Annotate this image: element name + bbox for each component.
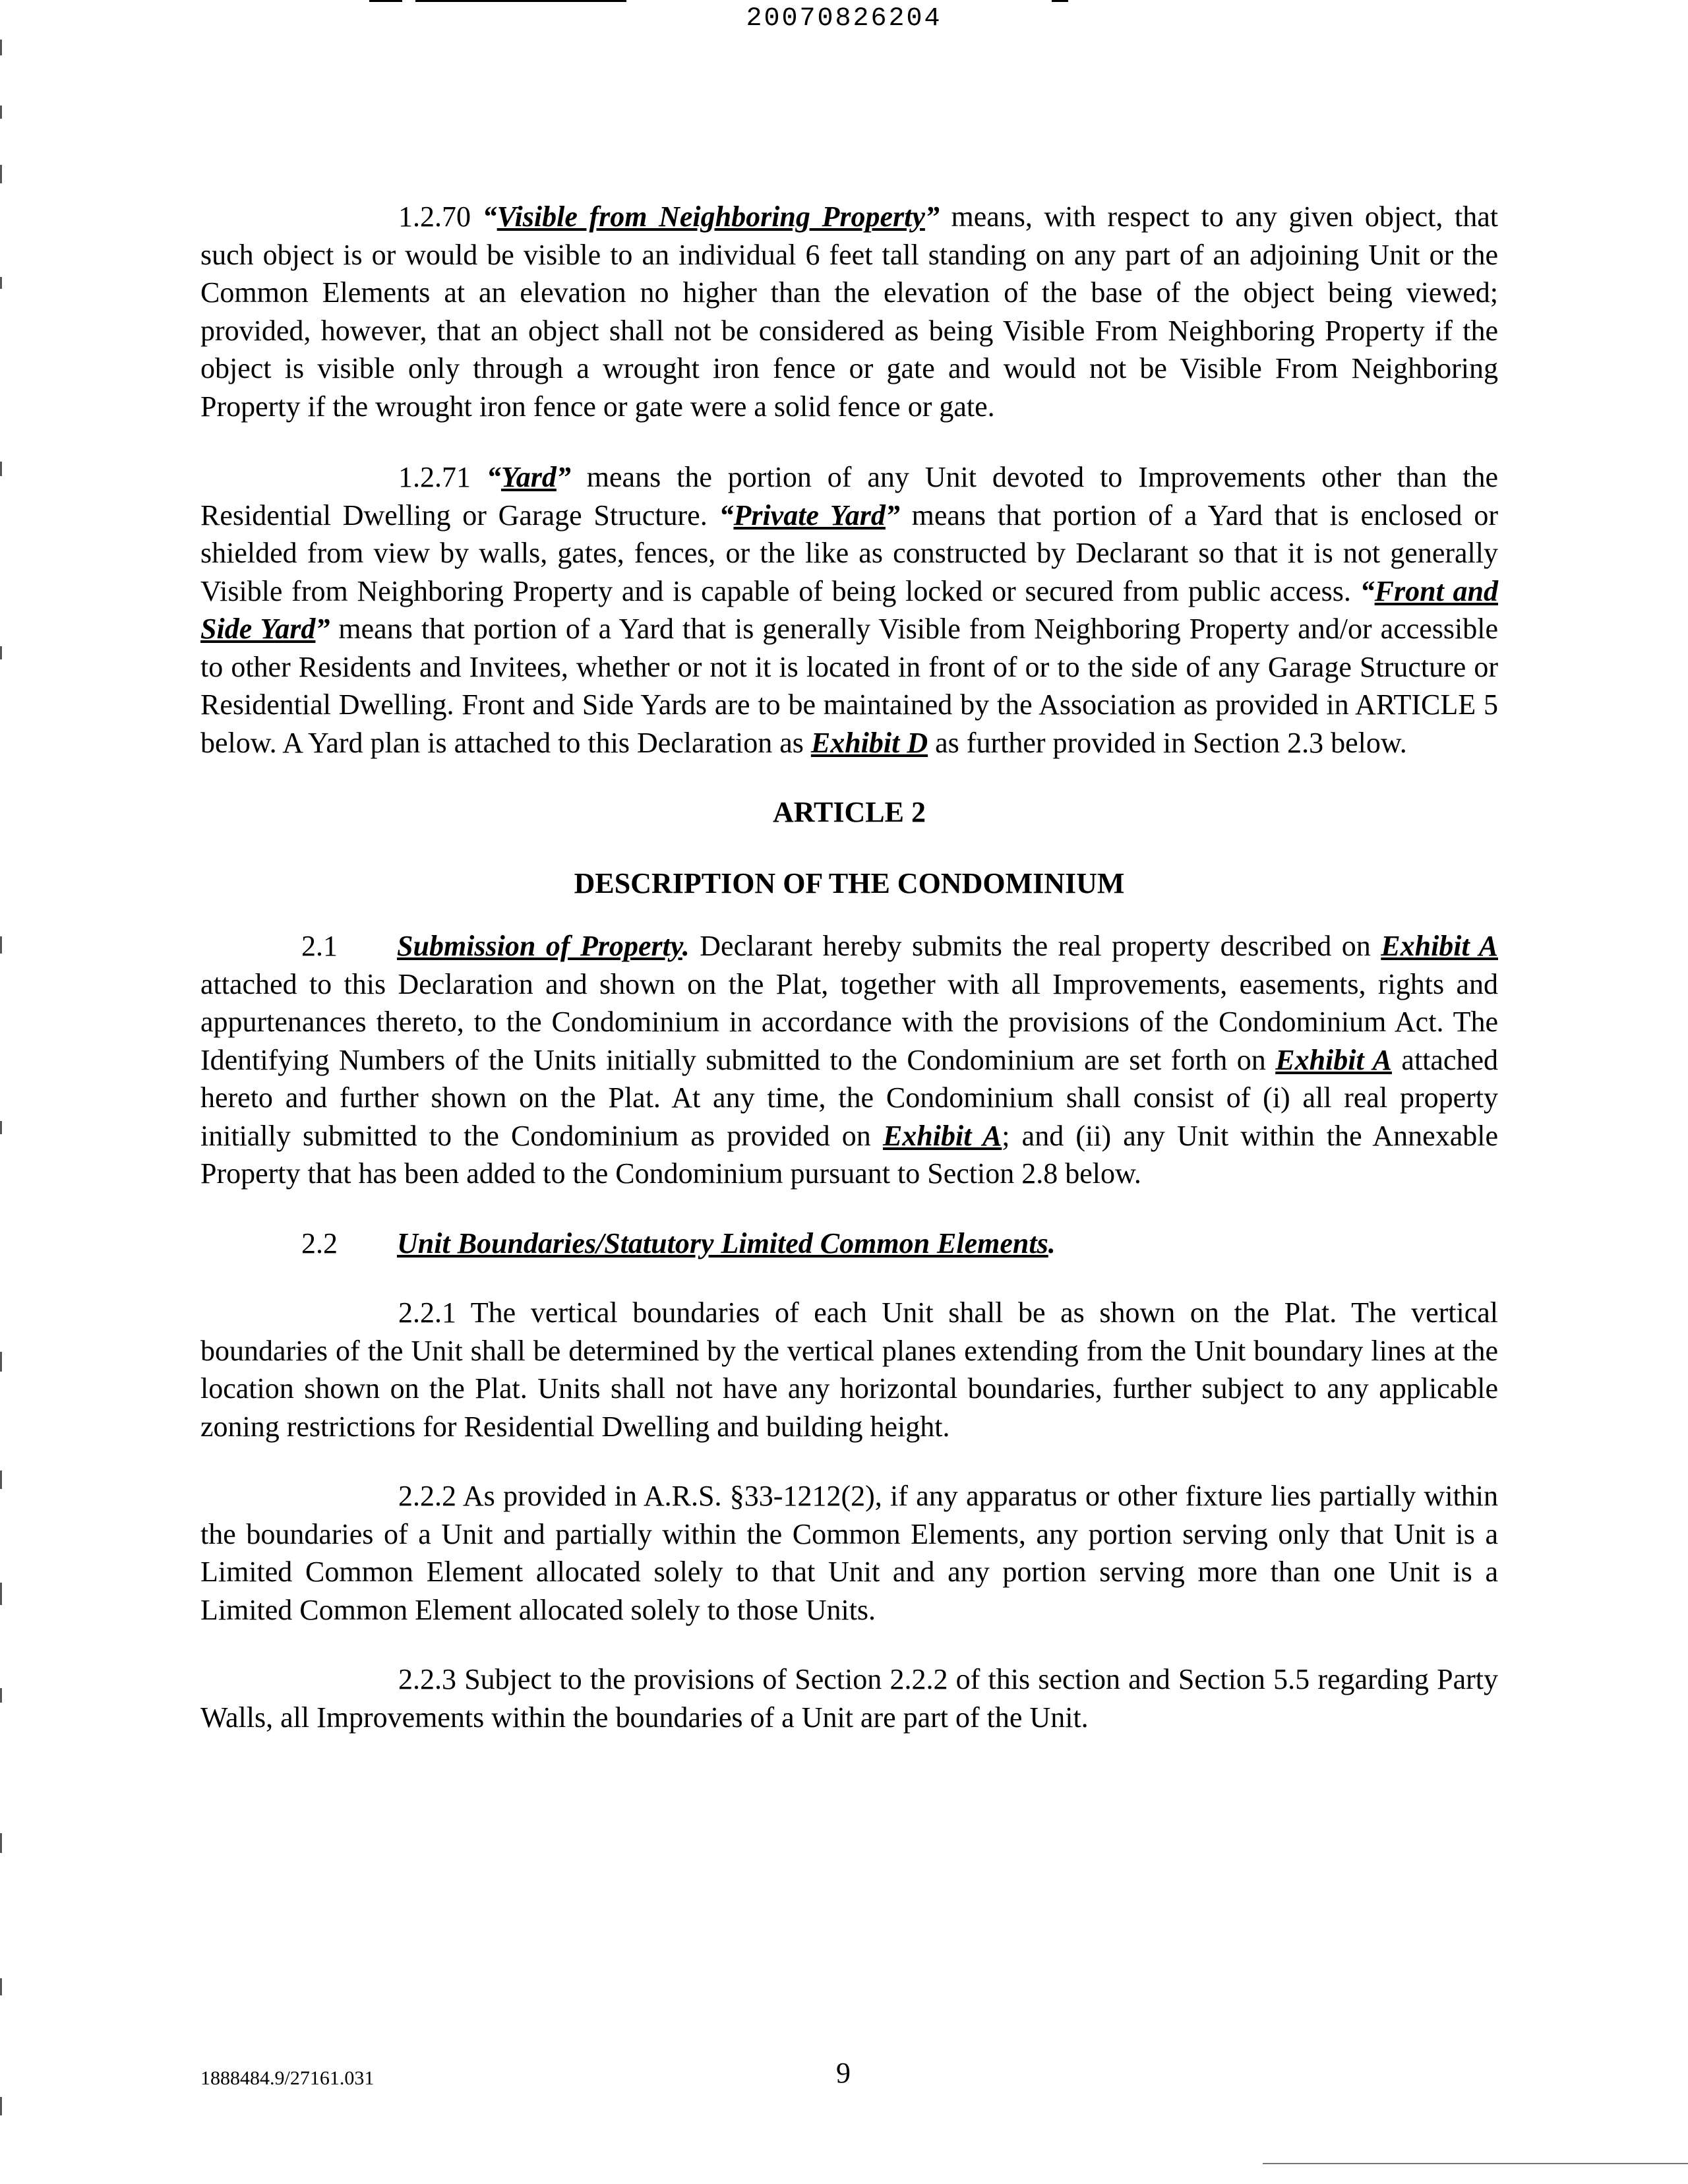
- section-2-1: [200, 927, 1498, 1193]
- section-text: attached to this Declaration and shown on the Plat, together with all Improvements, easements, rights and appurtenances thereto, to the Condominium in accordance with the provisions of the Condominium Act. The Identifying Numbers of the Units initially submitted to the Condominium are set forth on: [200, 967, 1498, 1076]
- paragraph-2-2-3: 2.2.3 Subject to the provisions of Section 2.2.2 of this section and Section 5.5 regarding Party Walls, all Improvements within the boundaries of a Unit are part of the Unit.: [200, 1663, 1498, 1734]
- scan-tick: [0, 462, 2, 476]
- scan-tick: [0, 1352, 2, 1372]
- scan-tick: [0, 936, 2, 954]
- scan-mark-bottom: [1263, 2163, 1688, 2164]
- heading-period: .: [1048, 1227, 1056, 1259]
- scan-tick: [0, 106, 2, 119]
- footer-document-id: 1888484.9/27161.031: [200, 2067, 375, 2089]
- scan-tick: [0, 1583, 2, 1605]
- paragraph-1-2-70: [200, 198, 1498, 425]
- scan-mark-top-1: [369, 0, 402, 2]
- heading-period: .: [682, 930, 690, 962]
- article-number: ARTICLE 2: [773, 796, 926, 828]
- paragraph-2-2-2: 2.2.2 As provided in A.R.S. §33-1212(2), if any apparatus or other fixture lies partially within the boundaries of a Unit and partially within the Common Elements, any portion serving only that Unit is a Limited Common Element allocated solely to that Unit and any portion serving more than one Unit is a Limited Common Element allocated solely to those Units.: [200, 1480, 1498, 1626]
- paragraph-text: means that portion of a Yard that is generally Visible from Neighboring Property and/or accessible to other Residents and Invitees, whether or not it is located in front of or to the side of any Garage Structure or Residential Dwelling. Front and Side Yards are to be maintained by the Association as provided in ARTICLE 5 below. A Yard plan is attached to this Declaration as: [200, 613, 1499, 759]
- section-number: 2.2: [301, 1227, 338, 1259]
- section-2-2-heading: [200, 1225, 1498, 1263]
- section-heading: Submission of Property: [397, 930, 682, 962]
- open-quote: “: [482, 200, 497, 233]
- scan-tick: [0, 40, 2, 55]
- scan-mark-top-3: [1052, 0, 1068, 2]
- scan-tick: [0, 277, 2, 289]
- paragraph-text: as further provided in Section 2.3 below.: [928, 726, 1407, 759]
- exhibit-reference: Exhibit A: [1381, 930, 1498, 962]
- defined-term: Yard: [500, 461, 557, 493]
- paragraph-number: 1.2.71: [398, 461, 471, 493]
- scan-tick: [0, 1121, 2, 1134]
- section-text: attached hereto and further shown on the Plat. At any time, the Condominium shall consist of (i) all real property initially submitted to the Condominium as provided on: [200, 1043, 1498, 1152]
- paragraph-2-2-1: 2.2.1 The vertical boundaries of each Unit shall be as shown on the Plat. The vertical boundaries of the Unit shall be determined by the vertical planes extending from the Unit boundary lines at the location shown on the Plat. Units shall not have any horizontal boundaries, further subject to any applicable zoning restrictions for Residential Dwelling and building height.: [200, 1296, 1498, 1443]
- page-body: [200, 198, 1498, 1768]
- open-quote: “: [1360, 574, 1375, 607]
- page-number: 9: [836, 2057, 851, 2089]
- scan-tick: [0, 1978, 2, 1995]
- scan-tick: [0, 1471, 2, 1489]
- open-quote: “: [719, 499, 734, 531]
- section-number: 2.1: [301, 930, 338, 962]
- paragraph-text: means the portion of any Unit devoted to Improvements other than the Residential Dwelling or Garage Structure.: [200, 461, 1498, 531]
- scan-tick: [0, 165, 2, 183]
- defined-term: Visible from Neighboring Property: [497, 200, 925, 233]
- open-quote: “: [486, 461, 501, 493]
- article-title: DESCRIPTION OF THE CONDOMINIUM: [574, 866, 1125, 899]
- scan-tick: [0, 2097, 2, 2115]
- section-heading: Unit Boundaries/Statutory Limited Common Elements: [397, 1227, 1048, 1259]
- close-quote: ”: [924, 200, 940, 233]
- defined-term: Private Yard: [733, 499, 886, 531]
- section-text: ; and (ii) any Unit within the Annexable Property that has been added to the Condominium pursuant to Section 2.8 below.: [200, 1119, 1498, 1190]
- paragraph-text: means that portion of a Yard that is enclosed or shielded from view by walls, gates, fences, or the like as constructed by Declarant so that it is not generally Visible from Neighboring Property and is capable of being locked or secured from public access.: [200, 499, 1498, 607]
- close-quote: ”: [885, 499, 900, 531]
- scan-tick: [0, 1688, 2, 1703]
- close-quote: ”: [556, 461, 571, 493]
- defined-term: Front and Side Yard: [200, 574, 1499, 645]
- paragraph-1-2-71: [200, 458, 1498, 762]
- exhibit-reference: Exhibit A: [1275, 1043, 1392, 1076]
- scan-tick: [0, 1833, 2, 1853]
- exhibit-reference: Exhibit D: [810, 726, 928, 759]
- paragraph-number: 1.2.70: [398, 200, 471, 233]
- exhibit-reference: Exhibit A: [882, 1119, 1002, 1152]
- scan-tick: [0, 646, 2, 659]
- document-recording-number: 20070826204: [746, 4, 942, 34]
- section-text: Declarant hereby submits the real property described on: [689, 930, 1381, 962]
- close-quote: ”: [315, 613, 330, 645]
- scan-mark-top-2: [415, 0, 626, 2]
- paragraph-text: means, with respect to any given object, that such object is or would be visible to an individual 6 feet tall standing on any part of an adjoining Unit or the Common Elements at an elevation no higher than the elevation of the base of the object being viewed; provided, however, that an object shall not be considered as being Visible From Neighboring Property if the object is visible only through a wrought iron fence or gate and would not be Visible From Neighboring Property if the wrought iron fence or gate were a solid fence or gate.: [200, 200, 1498, 423]
